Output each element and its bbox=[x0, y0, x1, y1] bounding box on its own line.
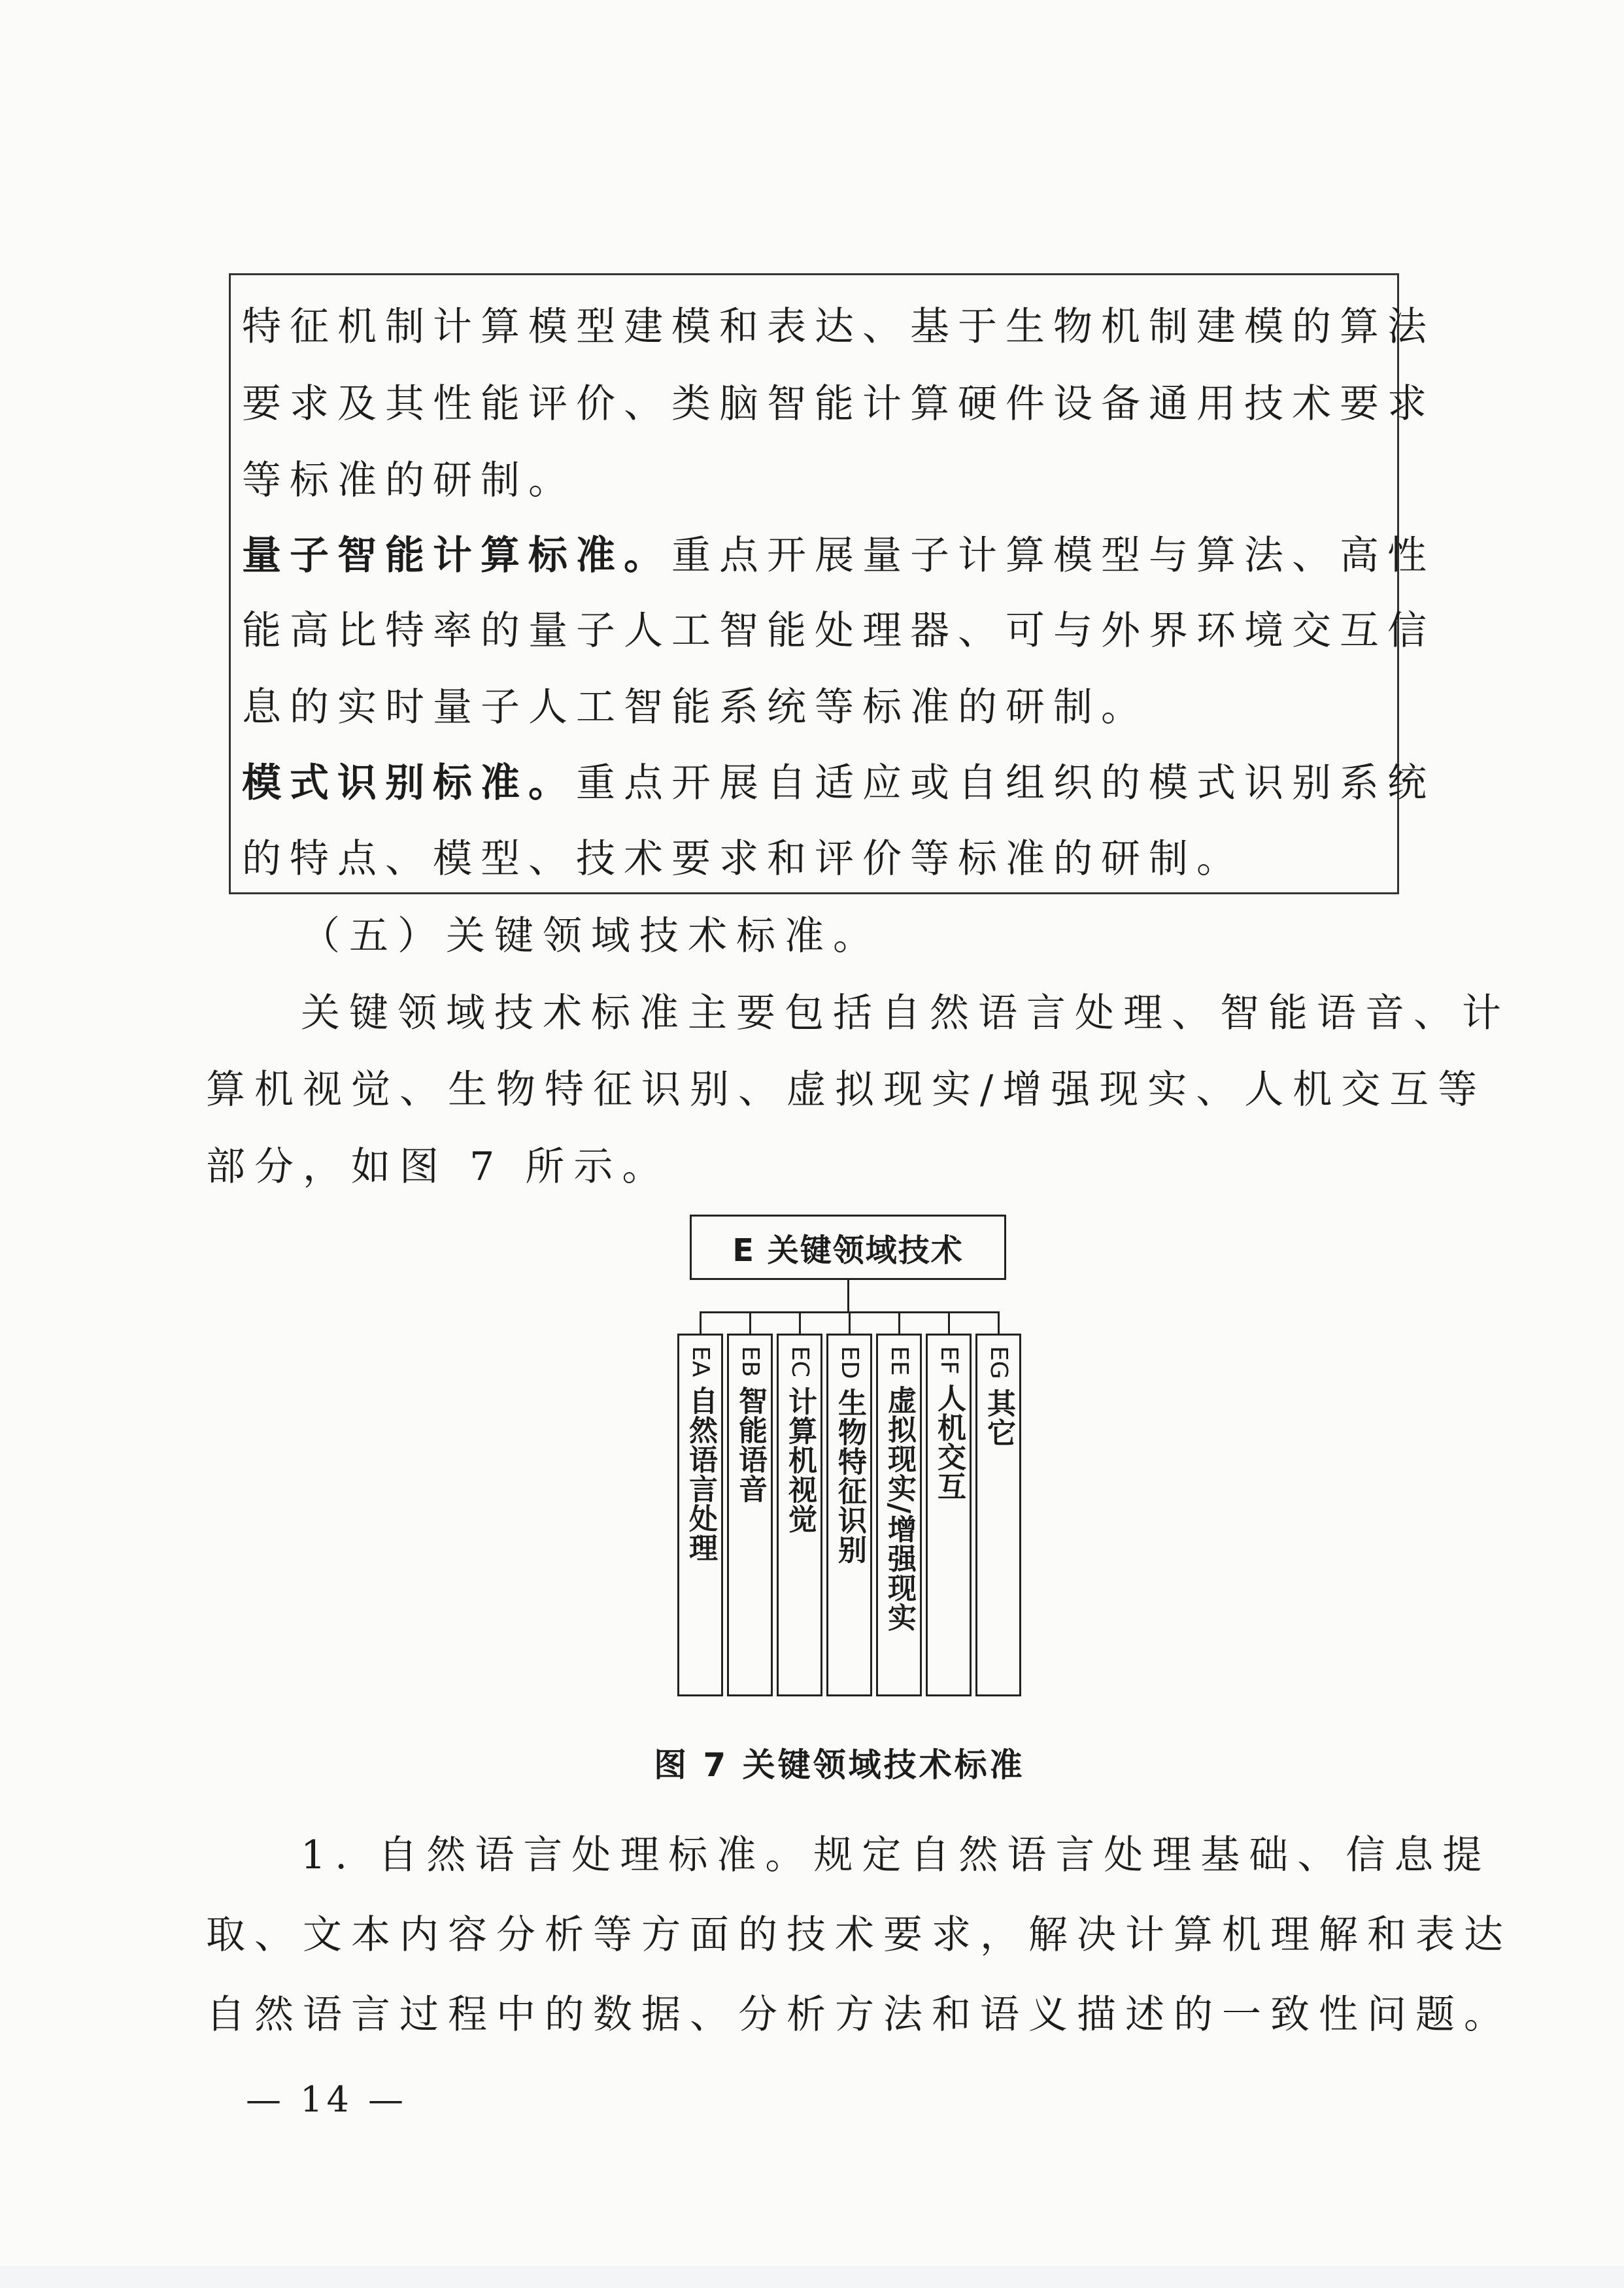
paragraph-1-line-2: 算机视觉、生物特征识别、虚拟现实/增强现实、人机交互等 bbox=[206, 1067, 1487, 1113]
diagram-branch-stem bbox=[998, 1311, 1000, 1335]
paragraph-2-line-3: 自然语言过程中的数据、分析方法和语义描述的一致性问题。 bbox=[206, 1992, 1512, 2038]
diagram-child-code: EF bbox=[936, 1346, 962, 1375]
diagram-child-name: 生物特征识别 bbox=[833, 1388, 866, 1565]
page-bottom-band bbox=[0, 2266, 1624, 2288]
diagram-child-node bbox=[826, 1334, 872, 1696]
diagram-child-code: EC bbox=[787, 1346, 813, 1377]
diagram-child-node bbox=[876, 1334, 922, 1696]
diagram-child-name: 其它 bbox=[982, 1388, 1015, 1447]
pattern-standard-title: 模式识别标准。 bbox=[242, 760, 576, 806]
diagram-branch-stem bbox=[799, 1311, 801, 1335]
box-line-6: 息的实时量子人工智能系统等标准的研制。 bbox=[242, 684, 1149, 730]
figure-caption: 图 7 关键领域技术标准 bbox=[654, 1746, 1025, 1784]
box-line-5: 能高比特率的量子人工智能处理器、可与外界环境交互信 bbox=[242, 608, 1435, 654]
paragraph-1-line-1: 关键领域技术标准主要包括自然语言处理、智能语音、计 bbox=[301, 990, 1510, 1036]
diagram-child-name: 计算机视觉 bbox=[783, 1386, 817, 1534]
box-line-2: 要求及其性能评价、类脑智能计算硬件设备通用技术要求 bbox=[242, 381, 1435, 427]
diagram-child-code: EB bbox=[737, 1346, 764, 1377]
diagram-branch-stem bbox=[898, 1311, 900, 1335]
diagram-child-node bbox=[677, 1334, 723, 1696]
paragraph-1-line-3: 部分，如图 7 所示。 bbox=[206, 1144, 671, 1190]
box-line-7 bbox=[242, 760, 1435, 806]
diagram-branch-stem bbox=[849, 1311, 851, 1335]
diagram-child-node bbox=[727, 1334, 773, 1696]
diagram-child-code: EA bbox=[687, 1346, 714, 1377]
diagram-root-stem bbox=[847, 1280, 849, 1313]
diagram-child-node bbox=[926, 1334, 972, 1696]
diagram-child-code: EG bbox=[985, 1346, 1012, 1379]
diagram-branch-stem bbox=[700, 1311, 702, 1335]
diagram-child-node bbox=[975, 1334, 1021, 1696]
box-line-4 bbox=[242, 533, 1435, 579]
diagram-child-code: EE bbox=[886, 1346, 913, 1376]
diagram-branch-stem bbox=[749, 1311, 751, 1335]
box-line-1: 特征机制计算模型建模和表达、基于生物机制建模的算法 bbox=[242, 304, 1435, 350]
diagram-child-name: 人机交互 bbox=[932, 1383, 966, 1502]
pattern-standard-text: 重点开展自适应或自组织的模式识别系统 bbox=[576, 760, 1435, 806]
quantum-standard-text: 重点开展量子计算模型与算法、高性 bbox=[671, 533, 1435, 579]
section-heading: （五）关键领域技术标准。 bbox=[301, 913, 881, 959]
page-number: — 14 — bbox=[246, 2079, 408, 2120]
diagram-root-node: E 关键领域技术 bbox=[690, 1215, 1006, 1280]
diagram-child-code: ED bbox=[836, 1346, 863, 1379]
paragraph-2-line-1: 1. 自然语言处理标准。规定自然语言处理基础、信息提 bbox=[301, 1832, 1491, 1878]
paragraph-2-line-2: 取、文本内容分析等方面的技术要求，解决计算机理解和表达 bbox=[206, 1912, 1512, 1958]
diagram-child-name: 虚拟现实/增强现实 bbox=[883, 1385, 916, 1632]
box-line-8: 的特点、模型、技术要求和评价等标准的研制。 bbox=[242, 836, 1244, 882]
box-line-3: 等标准的研制。 bbox=[242, 458, 576, 503]
quantum-standard-title: 量子智能计算标准。 bbox=[242, 533, 671, 579]
diagram-child-node bbox=[777, 1334, 822, 1696]
diagram-child-name: 自然语言处理 bbox=[684, 1386, 717, 1563]
diagram-child-name: 智能语音 bbox=[734, 1386, 767, 1504]
diagram-branch-stem bbox=[948, 1311, 950, 1335]
